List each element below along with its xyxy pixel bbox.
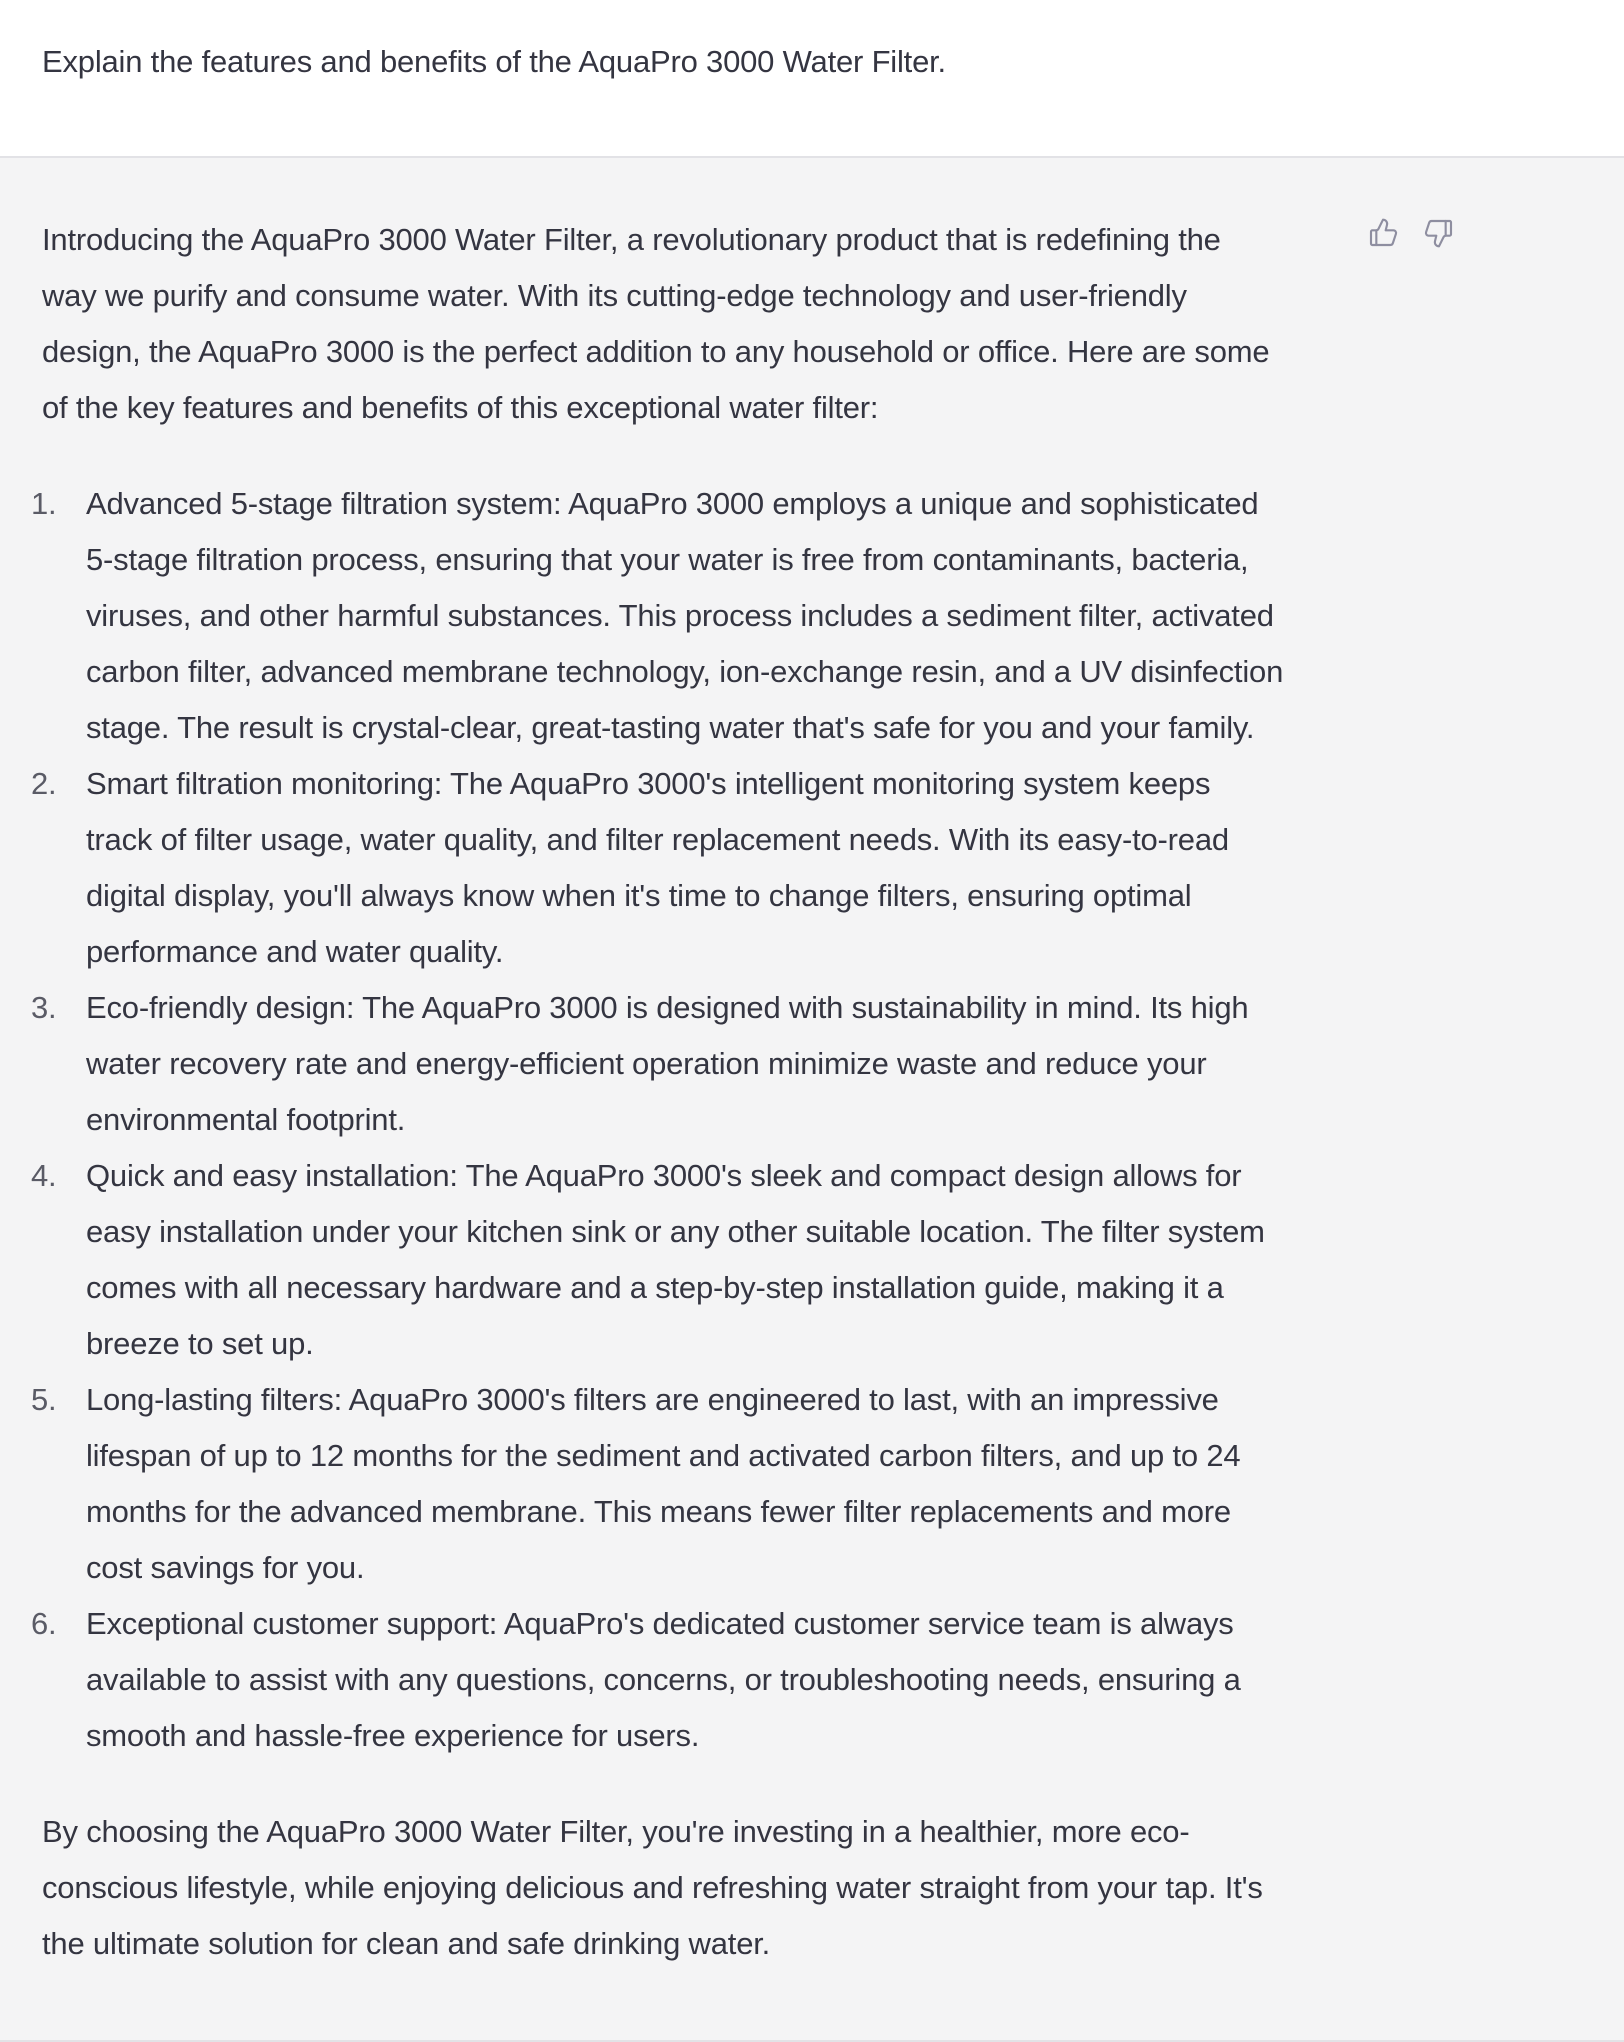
list-item-line: breeze to set up.: [86, 1326, 314, 1361]
list-item-line: Advanced 5-stage filtration system: AquaPro 3000 employs a unique and sophisticated: [86, 486, 1259, 521]
list-item-line: digital display, you'll always know when it's time to change filters, ensuring optimal: [86, 878, 1192, 913]
list-item: [31, 1596, 1342, 1764]
list-item-line: Long-lasting filters: AquaPro 3000's filters are engineered to last, with an impressive: [86, 1382, 1219, 1417]
assistant-message-content: [31, 212, 1342, 1972]
list-item: [31, 1372, 1342, 1596]
list-number: 6.: [31, 1606, 57, 1641]
list-item-line: comes with all necessary hardware and a step-by-step installation guide, making it a: [86, 1270, 1224, 1305]
thumbs-up-icon: [1367, 217, 1399, 249]
list-item: [31, 756, 1342, 980]
list-item-line: Quick and easy installation: The AquaPro 3000's sleek and compact design allows for: [86, 1158, 1242, 1193]
list-item: [31, 980, 1342, 1148]
list-item-line: easy installation under your kitchen sink or any other suitable location. The filter system: [86, 1214, 1265, 1249]
list-item-line: performance and water quality.: [86, 934, 504, 969]
list-item: [31, 476, 1342, 756]
intro-line: way we purify and consume water. With its cutting-edge technology and user-friendly: [42, 278, 1187, 313]
list-item-line: environmental footprint.: [86, 1102, 406, 1137]
list-item-line: cost savings for you.: [86, 1550, 365, 1585]
list-item-line: months for the advanced membrane. This means fewer filter replacements and more: [86, 1494, 1231, 1529]
feedback-buttons: [1366, 216, 1456, 250]
list-item-line: carbon filter, advanced membrane technology, ion-exchange resin, and a UV disinfection: [86, 654, 1284, 689]
list-item-line: stage. The result is crystal-clear, great-tasting water that's safe for you and your family.: [86, 710, 1255, 745]
list-item-line: viruses, and other harmful substances. This process includes a sediment filter, activated: [86, 598, 1274, 633]
thumbs-down-button[interactable]: [1422, 216, 1456, 250]
list-item-line: 5-stage filtration process, ensuring that your water is free from contaminants, bacteria,: [86, 542, 1249, 577]
intro-line: design, the AquaPro 3000 is the perfect addition to any household or office. Here are some: [42, 334, 1270, 369]
list-number: 1.: [31, 486, 57, 521]
outro-line: the ultimate solution for clean and safe drinking water.: [42, 1926, 771, 1961]
intro-paragraph: [42, 212, 1342, 436]
list-item-line: water recovery rate and energy-efficient operation minimize waste and reduce your: [86, 1046, 1207, 1081]
list-item-line: available to assist with any questions, concerns, or troubleshooting needs, ensuring a: [86, 1662, 1241, 1697]
thumbs-down-icon: [1423, 217, 1455, 249]
list-number: 3.: [31, 990, 57, 1025]
list-item-line: Eco-friendly design: The AquaPro 3000 is designed with sustainability in mind. Its high: [86, 990, 1249, 1025]
list-item-line: Smart filtration monitoring: The AquaPro 3000's intelligent monitoring system keeps: [86, 766, 1211, 801]
list-number: 4.: [31, 1158, 57, 1193]
list-item-line: smooth and hassle-free experience for users.: [86, 1718, 700, 1753]
outro-paragraph: [42, 1804, 1342, 1972]
list-number: 2.: [31, 766, 57, 801]
intro-line: of the key features and benefits of this exceptional water filter:: [42, 390, 879, 425]
assistant-message-row: [0, 158, 1624, 2042]
user-message-row: [0, 0, 1624, 158]
outro-line: conscious lifestyle, while enjoying delicious and refreshing water straight from your tap. It's: [42, 1870, 1263, 1905]
intro-line: Introducing the AquaPro 3000 Water Filter, a revolutionary product that is redefining the: [42, 222, 1221, 257]
outro-line: By choosing the AquaPro 3000 Water Filter, you're investing in a healthier, more eco-: [42, 1814, 1190, 1849]
list-item-line: lifespan of up to 12 months for the sediment and activated carbon filters, and up to 24: [86, 1438, 1241, 1473]
thumbs-up-button[interactable]: [1366, 216, 1400, 250]
list-item-line: Exceptional customer support: AquaPro's dedicated customer service team is always: [86, 1606, 1234, 1641]
user-message-text: Explain the features and benefits of the AquaPro 3000 Water Filter.: [42, 44, 946, 79]
list-item: [31, 1148, 1342, 1372]
list-number: 5.: [31, 1382, 57, 1417]
list-item-line: track of filter usage, water quality, and filter replacement needs. With its easy-to-read: [86, 822, 1229, 857]
features-list: [31, 476, 1342, 1764]
